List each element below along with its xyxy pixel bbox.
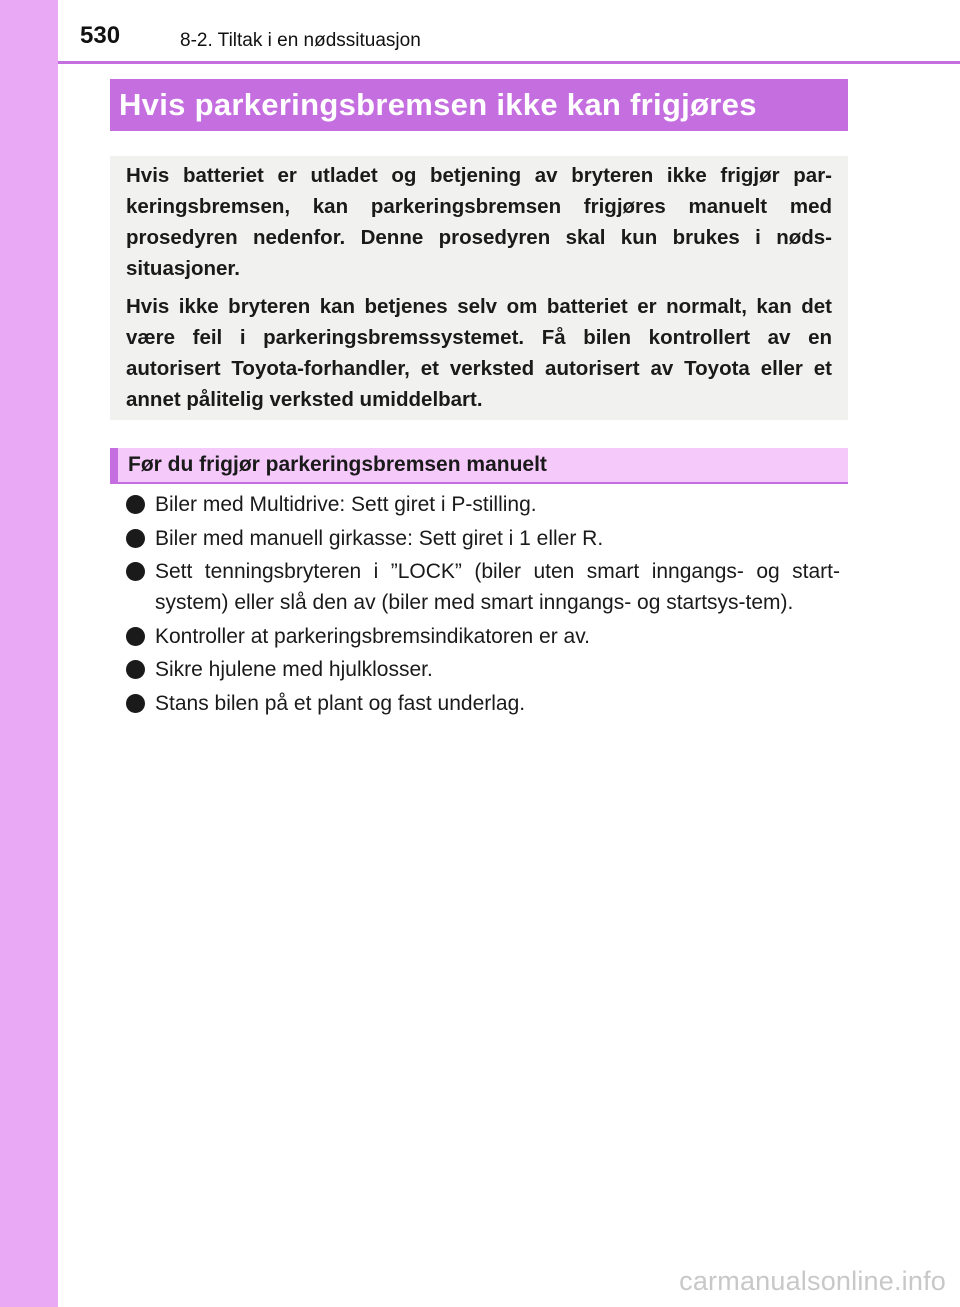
list-item-text: Biler med manuell girkasse: Sett giret i 1 eller R.: [155, 526, 604, 550]
header-rule: [58, 61, 960, 64]
list-item-text: Biler med Multidrive: Sett giret i P-stilling.: [155, 493, 537, 516]
section-label: 8-2. Tiltak i en nødssituasjon: [180, 30, 421, 51]
list-item: [126, 621, 840, 652]
bullet-list: [126, 489, 840, 721]
list-item: [126, 523, 840, 554]
title-bar: [110, 79, 848, 131]
bullet-icon: [126, 627, 145, 646]
list-item-text: Kontroller at parkeringsbremsindikatoren er av.: [155, 624, 590, 648]
bullet-icon: [126, 562, 145, 581]
side-tab: [0, 0, 58, 1307]
list-item: [126, 688, 840, 719]
list-item-text: Sikre hjulene med hjulklosser.: [155, 658, 433, 681]
bullet-icon: [126, 660, 145, 679]
page-title: Hvis parkeringsbremsen ikke kan frigjøres: [119, 87, 757, 122]
page-number: 530: [80, 22, 121, 49]
intro-paragraph: Hvis batteriet er utladet og betjening av bryteren ikke frigjør par-keringsbremsen, kan parkeringsbremsen frigjøres manuelt med prosedyren nedenfor. Denne prosedyren skal kun brukes i nøds-situasjoner.: [126, 164, 832, 280]
list-item-text: Stans bilen på et plant og fast underlag.: [155, 691, 526, 715]
bullet-icon: [126, 495, 145, 514]
watermark: carmanualsonline.info: [679, 1266, 946, 1296]
sub-heading-text: Før du frigjør parkeringsbremsen manuelt: [128, 453, 547, 476]
list-item: [126, 489, 840, 520]
sub-heading: [110, 448, 848, 484]
intro-box: [110, 156, 848, 420]
intro-paragraph: Hvis ikke bryteren kan betjenes selv om batteriet er normalt, kan det være feil i parkeringsbremssystemet. Få bilen kontrollert av en autorisert Toyota-forhandler, et verksted autorisert av Toyota eller et annet pålitelig verksted umiddelbart.: [126, 295, 832, 411]
list-item: [126, 556, 840, 618]
bullet-icon: [126, 529, 145, 548]
bullet-icon: [126, 694, 145, 713]
list-item-text: Sett tenningsbryteren i ”LOCK” (biler uten smart inngangs- og start-system) eller slå den av (biler med smart inngangs- og startsys-tem).: [155, 560, 840, 614]
list-item: [126, 654, 840, 685]
